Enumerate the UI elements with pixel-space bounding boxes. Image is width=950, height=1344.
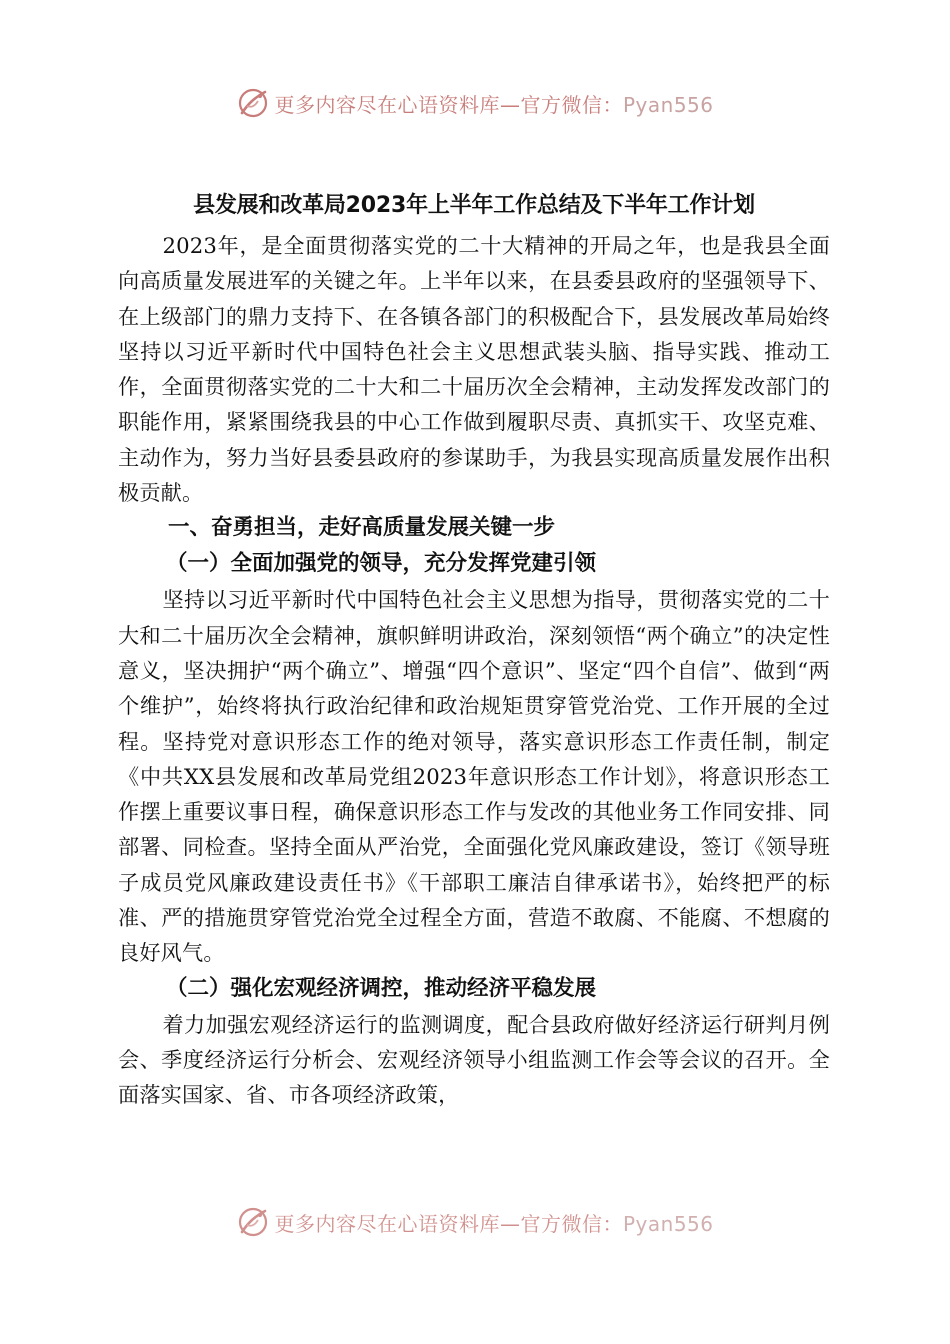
- subsection-heading-2: （二）强化宏观经济调控，推动经济平稳发展: [166, 975, 597, 1001]
- watermark-footer: [0, 1202, 950, 1242]
- watermark-text: 更多内容尽在心语资料库—官方微信：Pyan556: [274, 1211, 714, 1236]
- subsection-1-paragraph: 坚持以习近平新时代中国特色社会主义思想为指导，贯彻落实党的二十大和二十届历次全会精神，旗帜鲜明讲政治，深刻领悟“两个确立”的决定性意义，坚决拥护“两个确立”、增强“四个意识”、坚定“四个自信”、做到“两个维护”，始终将执行政治纪律和政治规矩贯穿管党治党、工作开展的全过程。坚持党对意识形态工作的绝对领导，落实意识形态工作责任制，制定《中共XX县发展和改革局党组2023年意识形态工作计划》，将意识形态工作摆上重要议事日程，确保意识形态工作与发改的其他业务工作同安排、同部署、同检查。坚持全面从严治党，全面强化党风廉政建设，签订《领导班子成员党风廉政建设责任书》《干部职工廉洁自律承诺书》，始终把严的标准、严的措施贯穿管党治党全过程全方面，营造不敢腐、不能腐、不想腐的良好风气。: [118, 587, 830, 966]
- intro-paragraph: 2023年，是全面贯彻落实党的二十大精神的开局之年，也是我县全面向高质量发展进军的关键之年。上半年以来，在县委县政府的坚强领导下、在上级部门的鼎力支持下、在各镇各部门的积极配合下，县发展改革局始终坚持以习近平新时代中国特色社会主义思想武装头脑、指导实践、推动工作，全面贯彻落实党的二十大和二十届历次全会精神，主动发挥发改部门的职能作用，紧紧围绕我县的中心工作做到履职尽责、真抓实干、攻坚克难、主动作为，努力当好县委县政府的参谋助手，为我县实现高质量发展作出积极贡献。: [118, 233, 830, 506]
- section-heading-1: 一、奋勇担当，走好高质量发展关键一步: [168, 515, 556, 541]
- watermark-wechat-id: Pyan556: [622, 92, 714, 117]
- logo-icon: [236, 1205, 270, 1239]
- document-title: 县发展和改革局2023年上半年工作总结及下半年工作计划: [193, 193, 755, 218]
- subsection-2-paragraph: 着力加强宏观经济运行的监测调度，配合县政府做好经济运行研判月例会、季度经济运行分析会、宏观经济领导小组监测工作会等会议的召开。全面落实国家、省、市各项经济政策，: [118, 1011, 830, 1108]
- watermark-text: 更多内容尽在心语资料库—官方微信：Pyan556: [274, 92, 714, 117]
- watermark-wechat-id: Pyan556: [622, 1211, 714, 1236]
- logo-icon: [236, 86, 270, 120]
- subsection-heading-1: （一）全面加强党的领导，充分发挥党建引领: [166, 551, 597, 577]
- document-body: [118, 184, 830, 1113]
- watermark-header: [0, 83, 950, 123]
